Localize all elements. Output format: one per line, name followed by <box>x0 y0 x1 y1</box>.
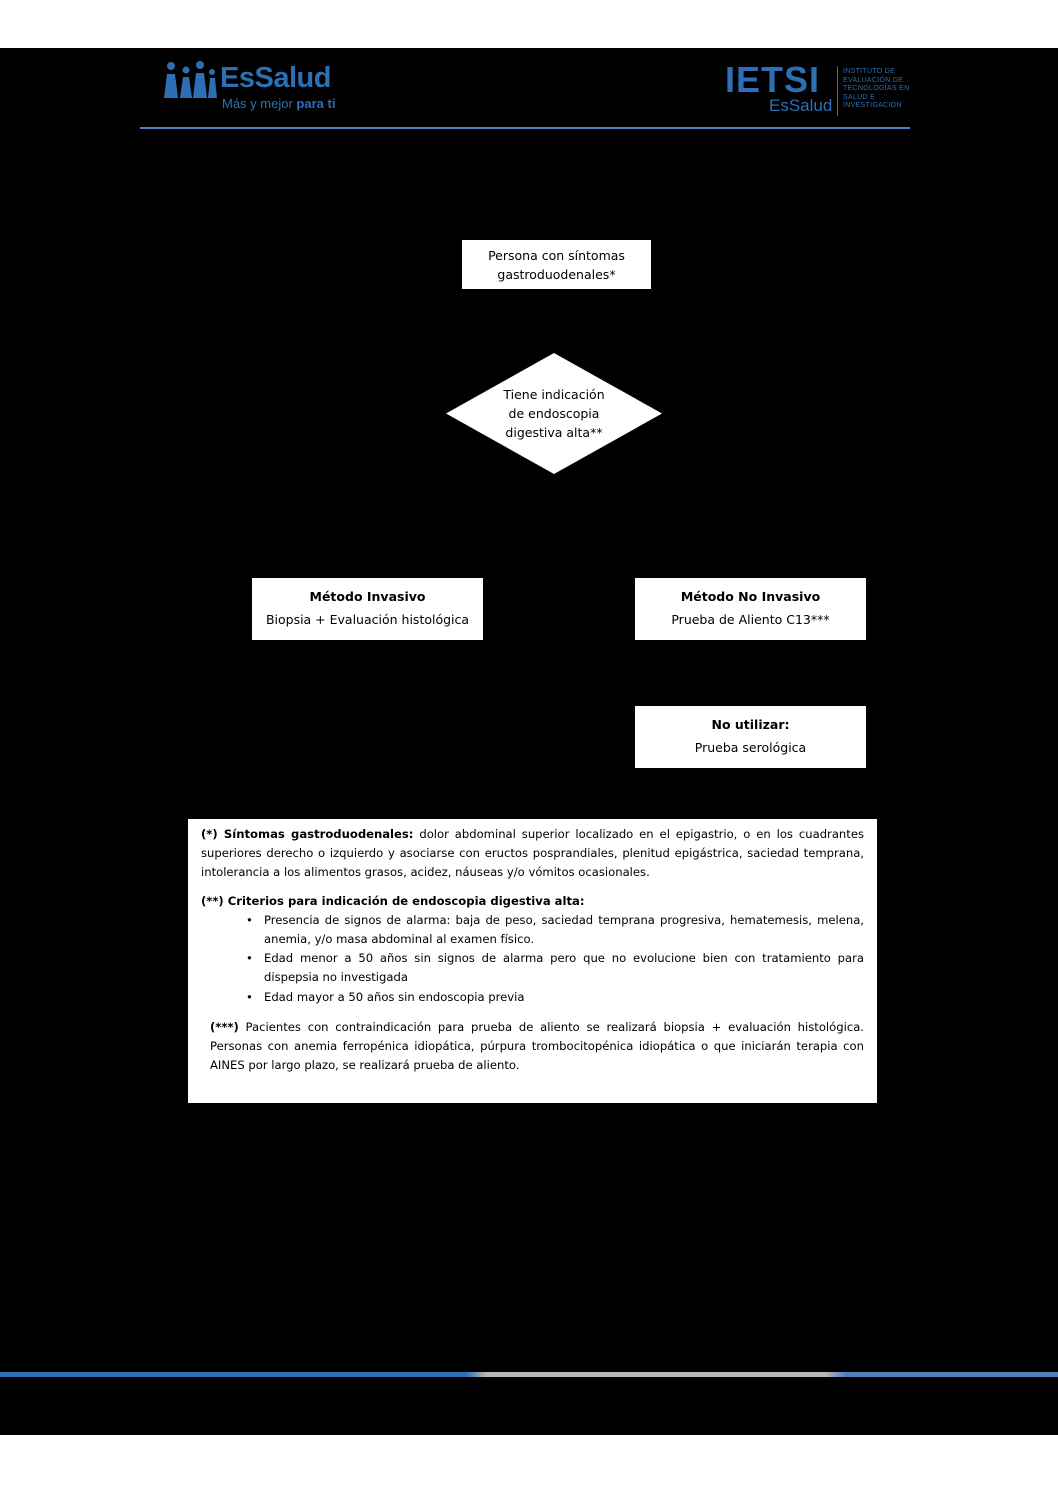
non-invasive-method-title: Método No Invasivo <box>680 589 821 604</box>
do-not-use-title: No utilizar: <box>711 717 790 732</box>
family-figures-icon <box>162 60 218 100</box>
flow-start-box <box>462 240 651 289</box>
list-item: • Edad menor a 50 años sin signos de alarma pero que no evolucione bien con tratamiento para dispepsia no investigada <box>264 949 864 987</box>
start-line-2: gastroduodenales* <box>497 266 616 282</box>
start-line-1: Persona con síntomas <box>488 247 625 263</box>
invasive-method-text: Biopsia + Evaluación histológica <box>265 612 470 627</box>
invasive-method-title: Método Invasivo <box>309 589 426 604</box>
note-breath-test: (***) Pacientes con contraindicación para prueba de aliento se realizará biopsia + evaluación histológica. Personas con anemia ferropénica idiopática, púrpura trombocitopénica idiopática o que iniciarán terapia con AINES por largo plazo, se realizará prueba de aliento. <box>210 1019 864 1073</box>
invasive-method-box <box>252 578 483 640</box>
footer-divider <box>0 1372 1058 1377</box>
list-item: • Edad mayor a 50 años sin endoscopia previa <box>264 988 864 1007</box>
do-not-use-text: Prueba serológica <box>694 740 807 755</box>
ietsi-institute-name: INSTITUTO DE EVALUACIÓN DE TECNOLOGÍAS EN SALUD E INVESTIGACIÓN <box>843 68 910 109</box>
list-item: • Presencia de signos de alarma: baja de peso, saciedad temprana progresiva, hematemesis, melena, anemia, y/o masa abdominal al examen físico. <box>264 911 864 949</box>
ietsi-subtitle: EsSalud <box>769 96 833 115</box>
essalud-logo <box>162 58 342 118</box>
endoscopy-criteria-list <box>201 911 864 1007</box>
non-invasive-method-box <box>635 578 866 640</box>
ietsi-logo <box>725 59 915 120</box>
essalud-tagline: Más y mejor para ti <box>222 96 336 111</box>
note-endoscopy-criteria-title: (**) Criterios para indicación de endoscopia digestiva alta: <box>201 893 585 908</box>
do-not-use-box <box>635 706 866 768</box>
decision-text: Tiene indicación de endoscopia digestiva alta** <box>503 387 605 440</box>
essalud-brand-text: EsSalud <box>220 62 331 94</box>
footnotes-box <box>188 819 877 1103</box>
non-invasive-method-text: Prueba de Aliento C13*** <box>671 612 830 627</box>
logo-divider <box>837 66 838 116</box>
header-divider <box>140 127 910 129</box>
ietsi-title: IETSI <box>725 59 821 100</box>
note-symptoms: (*) Síntomas gastroduodenales: dolor abdominal superior localizado en el epigastrio, o en los cuadrantes superiores derecho o izquierdo y asociarse con eructos posprandiales, plenitud epigástrica, saciedad temprana, intolerancia a los alimentos grasos, acidez, náuseas y/o vómitos ocasionales. <box>201 827 864 880</box>
